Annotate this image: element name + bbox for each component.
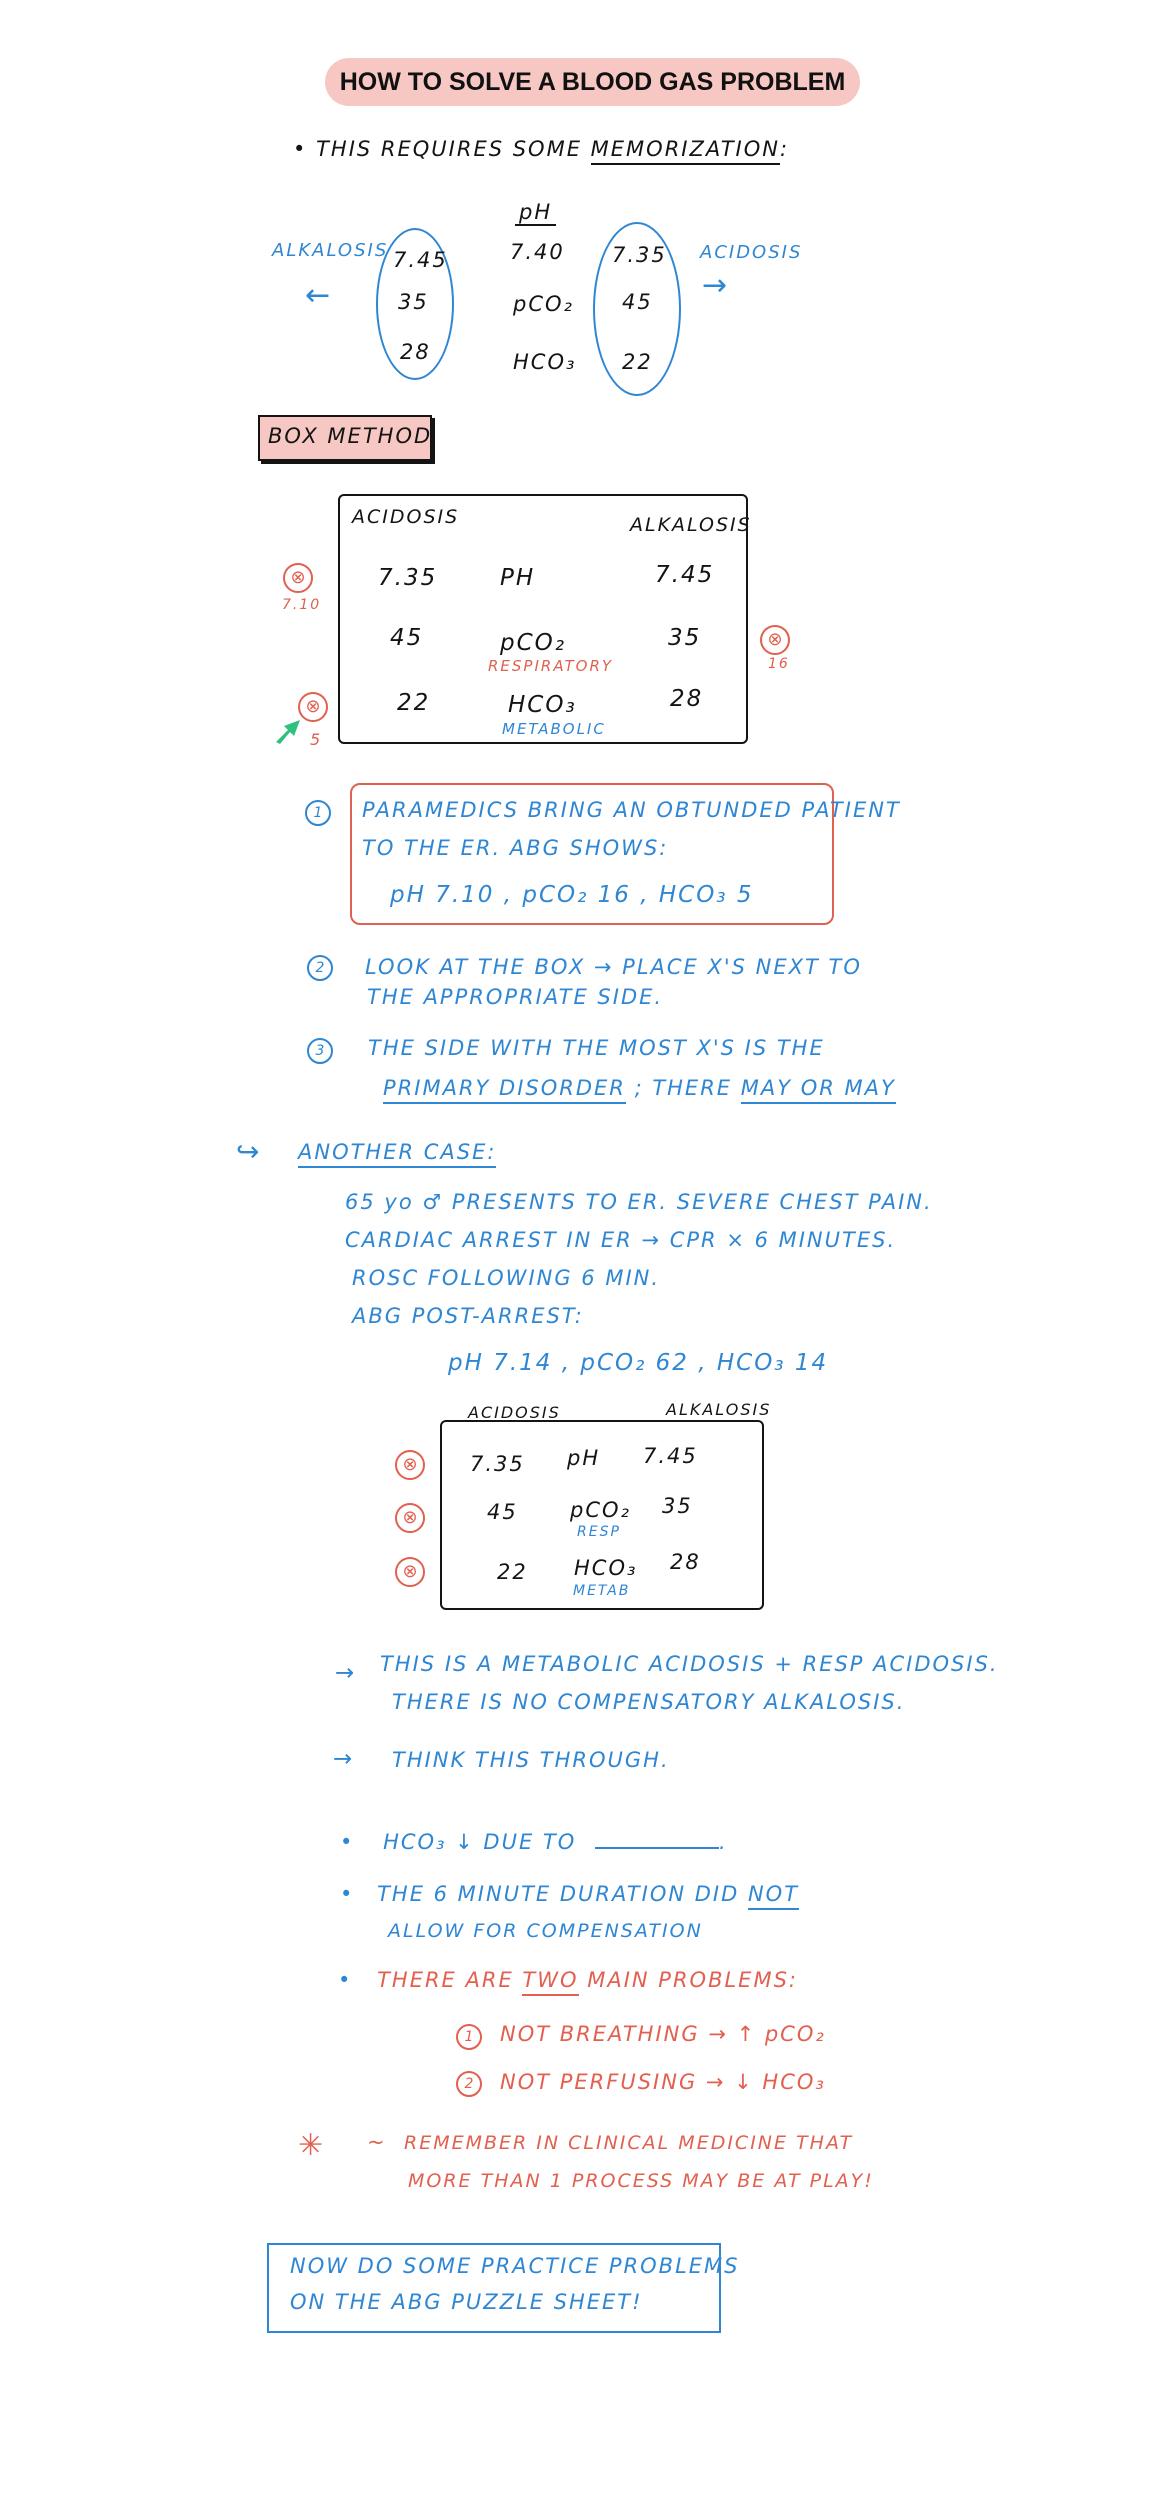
step-1-line-2: TO THE ER. ABG SHOWS: <box>362 836 669 860</box>
problem-1-number: 1 <box>456 2024 482 2050</box>
box1-pco2-left: 45 <box>390 625 424 651</box>
alkalosis-pco2: 35 <box>398 290 429 314</box>
intro-line <box>293 137 789 161</box>
box1-alkalosis: ALKALOSIS <box>630 514 752 536</box>
practice-line-2: ON THE ABG PUZZLE SHEET! <box>290 2290 643 2314</box>
step-3-line-2 <box>383 1076 896 1100</box>
step-1-line-1: PARAMEDICS BRING AN OBTUNDED PATIENT <box>362 798 901 822</box>
alkalosis-hco3: 28 <box>400 340 431 364</box>
asterisk-icon: ✳ <box>298 2128 326 2163</box>
box1-respiratory: RESPIRATORY <box>488 657 614 675</box>
bullet-2 <box>340 1882 799 1906</box>
acidosis-hco3: 22 <box>622 350 653 374</box>
hook-arrow-icon: ↪ <box>236 1135 262 1168</box>
case-abg: pH 7.14 , pCO₂ 62 , HCO₃ 14 <box>448 1350 829 1376</box>
alkalosis-ph: 7.45 <box>393 248 448 272</box>
bullet-1-end: . <box>718 1830 728 1854</box>
conclusion-1-line-1: THIS IS A METABOLIC ACIDOSIS + RESP ACIDOSIS. <box>380 1652 999 1676</box>
case-line-3: ROSC FOLLOWING 6 MIN. <box>352 1266 661 1290</box>
memo-normal-ph: 7.40 <box>510 240 565 264</box>
bullet-dot: • <box>340 1830 355 1854</box>
right-arrow-icon: → <box>702 268 730 303</box>
box1-hco3-left: 22 <box>397 690 431 716</box>
bullet-1-lead: HCO₃ ↓ DUE TO <box>383 1830 577 1854</box>
bullet-2-not: NOT <box>748 1882 799 1910</box>
x-mark-icon: ⊗ <box>760 625 790 655</box>
step-1-number: 1 <box>305 800 331 826</box>
box1-ph-mid: PH <box>500 565 536 591</box>
alkalosis-label: ALKALOSIS <box>272 240 389 261</box>
problem-1: NOT BREATHING → ↑ pCO₂ <box>500 2022 826 2046</box>
box1-metabolic: METABOLIC <box>502 720 606 738</box>
acidosis-ph: 7.35 <box>612 243 667 267</box>
intro-colon: : <box>779 137 790 161</box>
x-mark-icon: ⊗ <box>283 563 313 593</box>
problem-2-number: 2 <box>456 2071 482 2097</box>
box2-pco2-right: 35 <box>662 1494 693 1518</box>
x-mark-icon: ⊗ <box>395 1557 425 1587</box>
may-or-may: MAY OR MAY <box>741 1076 896 1104</box>
box2-pco2-mid: pCO₂ <box>570 1498 631 1522</box>
conclusion-1-line-2: THERE IS NO COMPENSATORY ALKALOSIS. <box>392 1690 906 1714</box>
box1-pco2-mid: pCO₂ <box>500 630 566 656</box>
remember-line-2: MORE THAN 1 PROCESS MAY BE AT PLAY! <box>408 2170 874 2192</box>
memo-ph-label: pH <box>515 200 556 226</box>
step-3-mid: ; THERE <box>634 1076 733 1100</box>
box2-metab: METAB <box>573 1583 631 1599</box>
box2-alkalosis: ALKALOSIS <box>666 1400 772 1419</box>
step-3-number: 3 <box>307 1038 333 1064</box>
box1-acidosis: ACIDOSIS <box>352 506 460 528</box>
box2-ph-left: 7.35 <box>470 1452 525 1476</box>
memo-normal-pco2: pCO₂ <box>513 292 574 316</box>
bullet-dot: • <box>340 1882 355 1906</box>
bullet-dot: • <box>338 1968 353 1992</box>
box1-ph-right: 7.45 <box>655 562 715 588</box>
page-title: HOW TO SOLVE A BLOOD GAS PROBLEM <box>339 68 846 96</box>
bullet-2-lead: THE 6 MINUTE DURATION DID <box>377 1882 740 1906</box>
step-2-line-2: THE APPROPRIATE SIDE. <box>367 985 664 1009</box>
box2-hco3-left: 22 <box>497 1560 528 1584</box>
acidosis-label: ACIDOSIS <box>700 242 803 263</box>
conclusion-2: THINK THIS THROUGH. <box>392 1748 670 1772</box>
x-mark-icon: ⊗ <box>395 1503 425 1533</box>
box-method-label: BOX METHOD <box>268 424 433 448</box>
box2-ph-mid: pH <box>567 1446 601 1470</box>
tilde: ~ <box>367 2130 387 2154</box>
memo-normal-hco3: HCO₃ <box>513 350 577 374</box>
box1-pco2-right: 35 <box>668 625 702 651</box>
mark-pco2-value: 16 <box>768 656 790 672</box>
bullet-3 <box>338 1968 798 1992</box>
intro-lead: THIS REQUIRES SOME <box>316 137 582 161</box>
bullet-3-lead: THERE ARE <box>377 1968 514 1992</box>
case-line-4: ABG POST-ARREST: <box>352 1304 584 1328</box>
problem-2: NOT PERFUSING → ↓ HCO₃ <box>500 2070 826 2094</box>
box2-hco3-right: 28 <box>670 1550 701 1574</box>
pointer-arrow-icon <box>272 716 306 746</box>
remember-line-1: REMEMBER IN CLINICAL MEDICINE THAT <box>404 2132 854 2154</box>
mark-hco3-value: 5 <box>310 730 323 749</box>
bullet-3-end: MAIN PROBLEMS: <box>587 1968 798 1992</box>
intro-emph: MEMORIZATION <box>591 137 780 165</box>
box1-ph-left: 7.35 <box>378 565 438 591</box>
step-2-number: 2 <box>307 955 333 981</box>
box1-hco3-mid: HCO₃ <box>508 692 577 718</box>
arrow-icon: → <box>335 1660 357 1686</box>
bullet-1-blank <box>595 1847 719 1849</box>
primary-disorder: PRIMARY DISORDER <box>383 1076 626 1104</box>
box2-acidosis: ACIDOSIS <box>468 1403 561 1422</box>
box2-ph-right: 7.45 <box>643 1444 698 1468</box>
box2-pco2-left: 45 <box>487 1500 518 1524</box>
bullet-1 <box>340 1830 728 1854</box>
another-case-heading: ANOTHER CASE: <box>298 1140 496 1168</box>
bullet-2-line-2: ALLOW FOR COMPENSATION <box>388 1920 703 1942</box>
practice-line-1: NOW DO SOME PRACTICE PROBLEMS <box>290 2254 740 2278</box>
step-1-abg: pH 7.10 , pCO₂ 16 , HCO₃ 5 <box>390 882 754 908</box>
x-mark-icon: ⊗ <box>298 692 328 722</box>
arrow-icon: → <box>333 1746 355 1772</box>
case-line-2: CARDIAC ARREST IN ER → CPR × 6 MINUTES. <box>345 1228 897 1252</box>
acidosis-pco2: 45 <box>622 290 653 314</box>
mark-ph-value: 7.10 <box>282 597 322 613</box>
left-arrow-icon: ← <box>305 278 333 313</box>
x-mark-icon: ⊗ <box>395 1450 425 1480</box>
case-line-1: 65 yo ♂ PRESENTS TO ER. SEVERE CHEST PAIN. <box>345 1190 933 1214</box>
step-3-line-1: THE SIDE WITH THE MOST X'S IS THE <box>368 1036 825 1060</box>
bullet-3-two: TWO <box>522 1968 578 1996</box>
bullet-dot: • <box>293 137 308 161</box>
box2-resp: RESP <box>577 1524 621 1540</box>
step-2-line-1: LOOK AT THE BOX → PLACE X'S NEXT TO <box>365 955 862 979</box>
box1-hco3-right: 28 <box>670 686 704 712</box>
box2-hco3-mid: HCO₃ <box>574 1556 638 1580</box>
